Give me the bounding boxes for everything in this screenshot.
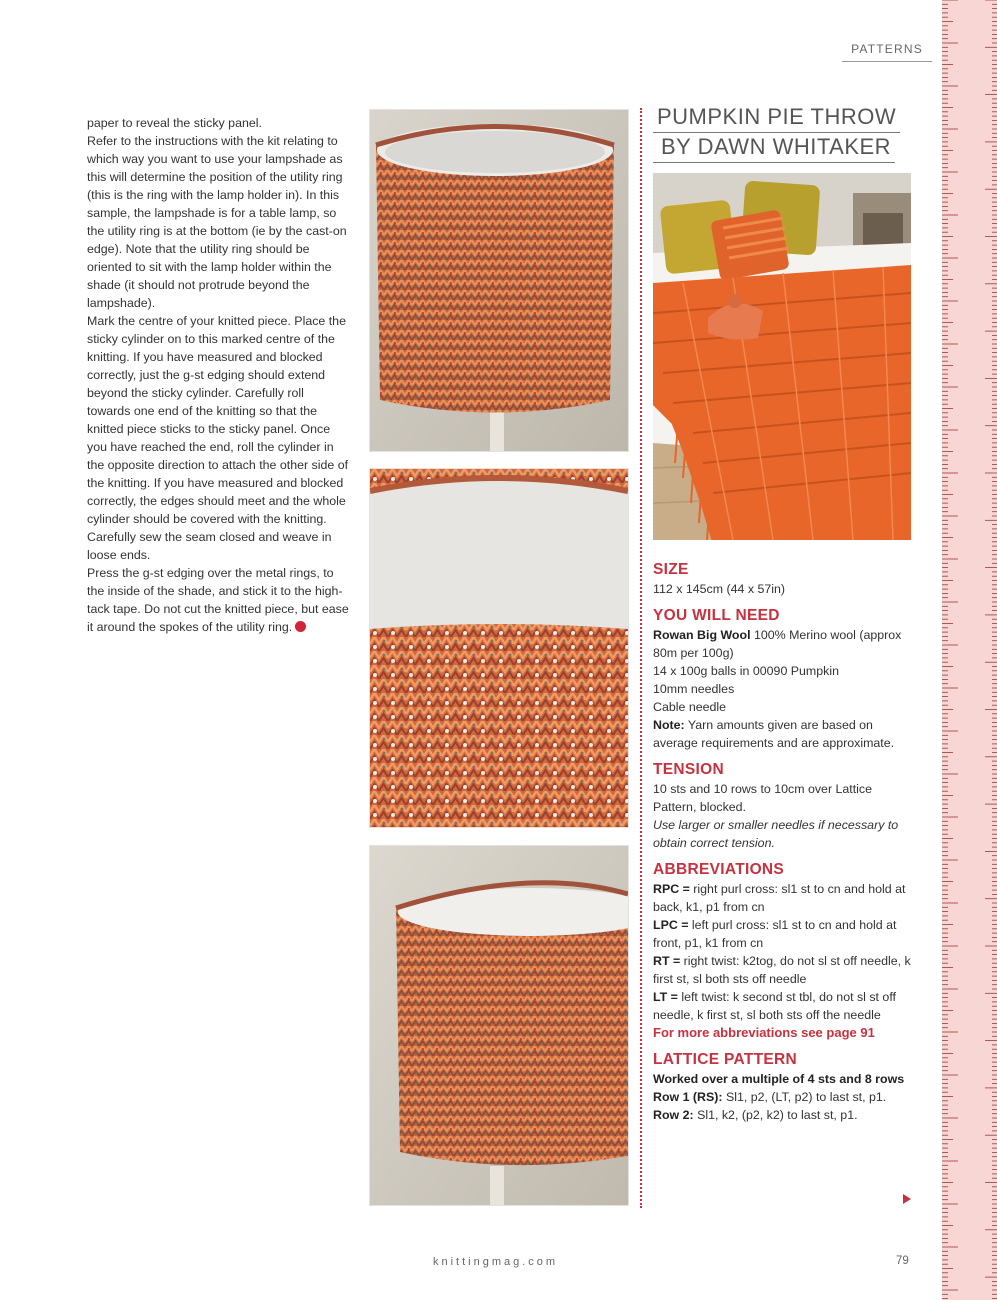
abbreviation-item: LPC = left purl cross: sl1 st to cn and hold at front, p1, k1 from cn	[653, 918, 897, 950]
instruction-paragraph: Mark the centre of your knitted piece. Place the sticky cylinder on to this marked centre of the knitting. If you have measured and blocked correctly, just the g-st edging should extend beyond the sticky cylinder. Carefully roll towards one end of the knitting so that the knitted piece sticks to the sticky panel. Once you have reached the end, roll the cylinder in the opposite direction to attach the other side of the knitting. If you have measured and blocked correctly, the edges should meet and the whole cylinder should be covered with the knitting.	[87, 314, 349, 526]
end-mark-icon	[295, 621, 306, 632]
abbreviation-item: RPC = right purl cross: sl1 st to cn and hold at back, k1, p1 from cn	[653, 882, 906, 914]
continue-arrow-icon	[903, 1194, 911, 1204]
lampshade-photo-2	[369, 845, 629, 1206]
instruction-paragraph: paper to reveal the sticky panel.	[87, 116, 262, 130]
abbreviations-heading: ABBREVIATIONS	[653, 861, 785, 878]
lampshade-photo-closeup	[369, 468, 629, 828]
lattice-row-1: Row 1 (RS): Sl1, p2, (LT, p2) to last st, p1.	[653, 1090, 887, 1104]
instruction-paragraph: Press the g-st edging over the metal rings, to the inside of the shade, and stick it to the high-tack tape. Do not cut the knitted piece, but ease it around the spokes of the utility ring.	[87, 566, 349, 634]
section-tag: PATTERNS	[842, 42, 932, 62]
cable-line: Cable needle	[653, 700, 727, 714]
throw-photo	[653, 173, 911, 540]
instruction-paragraph: Refer to the instructions with the kit relating to which way you want to use your lampshade as this will determine the position of the utility ring (this is the ring with the lamp holder in). In this sample, the lampshade is for a table lamp, so the utility ring is at the bottom (ie by the cast-on edge). Note that the utility ring should be oriented to sit with the lamp holder within the shade (it should not protrude beyond the lampshade).	[87, 134, 347, 310]
footer-url: knittingmag.com	[433, 1256, 559, 1268]
tension-heading: TENSION	[653, 761, 724, 778]
pattern-title	[653, 103, 911, 163]
instructions-column	[87, 114, 349, 636]
page-number: 79	[896, 1255, 909, 1267]
abbreviation-item: RT = right twist: k2tog, do not sl st off needle, k first st, sl both sts off needle	[653, 954, 911, 986]
needles-line: 10mm needles	[653, 682, 735, 696]
you-will-need-heading: YOU WILL NEED	[653, 607, 780, 624]
tension-text: 10 sts and 10 rows to 10cm over Lattice Pattern, blocked.	[653, 782, 873, 814]
note-line: Note: Yarn amounts given are based on average requirements and are approximate.	[653, 718, 895, 750]
balls-line: 14 x 100g balls in 00090 Pumpkin	[653, 664, 839, 678]
pattern-info	[653, 560, 915, 1124]
lampshade-photo-1	[369, 109, 629, 452]
yarn-line: Rowan Big Wool 100% Merino wool (approx 80m per 100g)	[653, 628, 902, 660]
tension-italic: Use larger or smaller needles if necessary to obtain correct tension.	[653, 818, 899, 850]
size-heading: SIZE	[653, 561, 689, 578]
lattice-row-2: Row 2: Sl1, k2, (p2, k2) to last st, p1.	[653, 1108, 858, 1122]
lattice-intro: Worked over a multiple of 4 sts and 8 rows	[653, 1072, 905, 1086]
title-line-2: BY DAWN WHITAKER	[653, 133, 895, 163]
title-line-1: PUMPKIN PIE THROW	[653, 103, 900, 133]
abbreviation-item: LT = left twist: k second st tbl, do not sl st off needle, k first st, sl both sts off the needle	[653, 990, 896, 1022]
ruler	[942, 0, 997, 1300]
more-abbreviations-link[interactable]: For more abbreviations see page 91	[653, 1025, 875, 1040]
instruction-paragraph: Carefully sew the seam closed and weave in loose ends.	[87, 530, 332, 562]
lattice-heading: LATTICE PATTERN	[653, 1051, 797, 1068]
size-text: 112 x 145cm (44 x 57in)	[653, 582, 786, 596]
column-divider	[640, 108, 642, 1208]
